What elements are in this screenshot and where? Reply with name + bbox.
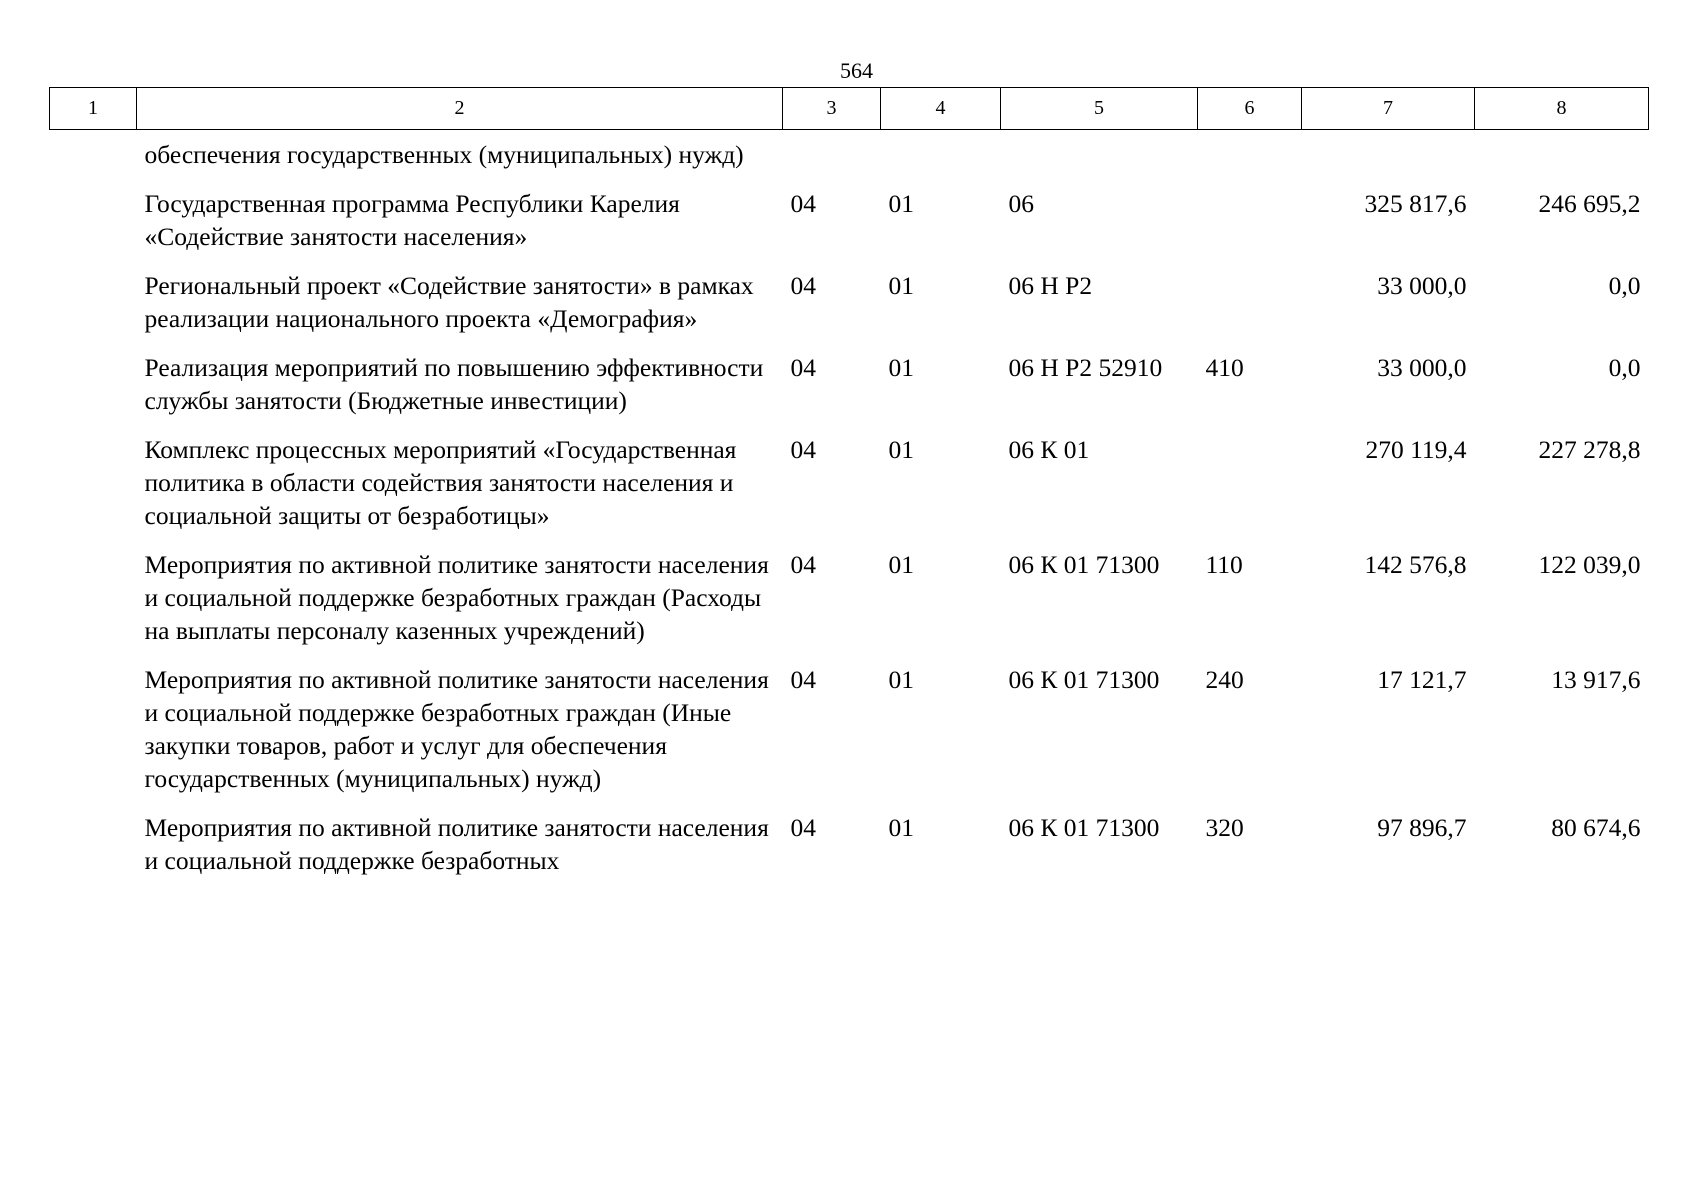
cell-amount-col-8: 0,0: [1608, 271, 1641, 300]
cell-description: Мероприятия по активной политике занятости населения и социальной поддержке безработных: [144, 813, 769, 875]
cell-expense-type: 410: [1205, 353, 1244, 382]
cell-expense-type: 240: [1205, 665, 1244, 694]
cell-section: 04: [790, 550, 816, 579]
cell-amount-col-8: 13 917,6: [1551, 665, 1641, 694]
cell-section: 04: [790, 189, 816, 218]
cell-target-article: 06 К 01 71300: [1008, 550, 1160, 579]
cell-description: Мероприятия по активной политике занятости населения и социальной поддержке безработных граждан (Расходы на выплаты персоналу казенных учреждений): [144, 550, 769, 645]
header-col-6: 6: [1198, 88, 1302, 130]
cell-expense-type: [1198, 433, 1302, 548]
cell-col-1: [50, 351, 137, 433]
header-col-8: 8: [1475, 88, 1649, 130]
cell-amount-col-7: 17 121,7: [1377, 665, 1467, 694]
header-col-2: 2: [137, 88, 783, 130]
cell-description: Комплекс процессных мероприятий «Государственная политика в области содействия занятости населения и социальной защиты от безработицы»: [144, 435, 737, 530]
cell-target-article: 06 К 01 71300: [1008, 813, 1160, 842]
cell-subsection: 01: [888, 813, 914, 842]
cell-col-1: [50, 548, 137, 663]
cell-section: 04: [790, 271, 816, 300]
cell-amount-col-7: 33 000,0: [1377, 271, 1467, 300]
cell-expense-type: 320: [1205, 813, 1244, 842]
cell-amount-col-7: 270 119,4: [1365, 435, 1467, 464]
cell-amount-col-7: 142 576,8: [1364, 550, 1467, 579]
cell-amount-col-7: [1302, 130, 1475, 188]
table-body: [50, 130, 1649, 894]
header-col-1: 1: [50, 88, 137, 130]
cell-target-article: 06 Н Р2: [1008, 271, 1093, 300]
cell-target-article: [1001, 130, 1198, 188]
header-col-3: 3: [783, 88, 881, 130]
cell-target-article: 06 К 01: [1008, 435, 1090, 464]
cell-target-article: 06: [1008, 189, 1034, 218]
cell-description: Региональный проект «Содействие занятости» в рамках реализации национального проекта «Демография»: [144, 271, 754, 333]
cell-amount-col-8: 246 695,2: [1538, 189, 1641, 218]
cell-amount-col-8: 122 039,0: [1538, 550, 1641, 579]
cell-target-article: 06 Н Р2 52910: [1008, 353, 1163, 382]
cell-amount-col-8: [1475, 130, 1649, 188]
cell-subsection: [881, 130, 1001, 188]
table-row: [50, 548, 1649, 663]
cell-target-article: 06 К 01 71300: [1008, 665, 1160, 694]
cell-amount-col-8: 227 278,8: [1538, 435, 1641, 464]
cell-section: 04: [790, 665, 816, 694]
table-row: [50, 433, 1649, 548]
cell-col-1: [50, 269, 137, 351]
cell-description: Реализация мероприятий по повышению эффективности службы занятости (Бюджетные инвестиции): [144, 353, 764, 415]
cell-subsection: 01: [888, 665, 914, 694]
cell-subsection: 01: [888, 189, 914, 218]
page-number-text: 564: [840, 58, 873, 83]
cell-description: обеспечения государственных (муниципальных) нужд): [144, 140, 744, 169]
header-col-7: 7: [1302, 88, 1475, 130]
table-row: [50, 351, 1649, 433]
table-row: [50, 130, 1649, 188]
header-row: [50, 88, 1649, 130]
cell-expense-type: 110: [1205, 550, 1243, 579]
cell-description: Государственная программа Республики Карелия «Содействие занятости населения»: [144, 189, 680, 251]
table-row: [50, 663, 1649, 811]
table-row: [50, 187, 1649, 269]
table-row: [50, 269, 1649, 351]
cell-col-1: [50, 433, 137, 548]
cell-section: 04: [790, 353, 816, 382]
header-col-4: 4: [881, 88, 1001, 130]
cell-description: Мероприятия по активной политике занятости населения и социальной поддержке безработных граждан (Иные закупки товаров, работ и услуг для обеспечения государственных (муниципальных) нужд): [144, 665, 769, 793]
cell-amount-col-8: 80 674,6: [1551, 813, 1641, 842]
cell-amount-col-7: 97 896,7: [1377, 813, 1467, 842]
cell-section: 04: [790, 435, 816, 464]
cell-expense-type: [1198, 269, 1302, 351]
cell-subsection: 01: [888, 435, 914, 464]
cell-amount-col-8: 0,0: [1608, 353, 1641, 382]
cell-amount-col-7: 325 817,6: [1364, 189, 1467, 218]
cell-section: 04: [790, 813, 816, 842]
table-row: [50, 811, 1649, 893]
cell-expense-type: [1198, 130, 1302, 188]
table-header: [50, 88, 1649, 130]
page-number: [0, 58, 1697, 84]
cell-col-1: [50, 663, 137, 811]
cell-section: [783, 130, 881, 188]
cell-col-1: [50, 811, 137, 893]
cell-col-1: [50, 187, 137, 269]
cell-col-1: [50, 130, 137, 188]
header-col-5: 5: [1001, 88, 1198, 130]
cell-subsection: 01: [888, 550, 914, 579]
budget-table: [49, 87, 1649, 893]
cell-amount-col-7: 33 000,0: [1377, 353, 1467, 382]
cell-subsection: 01: [888, 271, 914, 300]
cell-expense-type: [1198, 187, 1302, 269]
cell-subsection: 01: [888, 353, 914, 382]
